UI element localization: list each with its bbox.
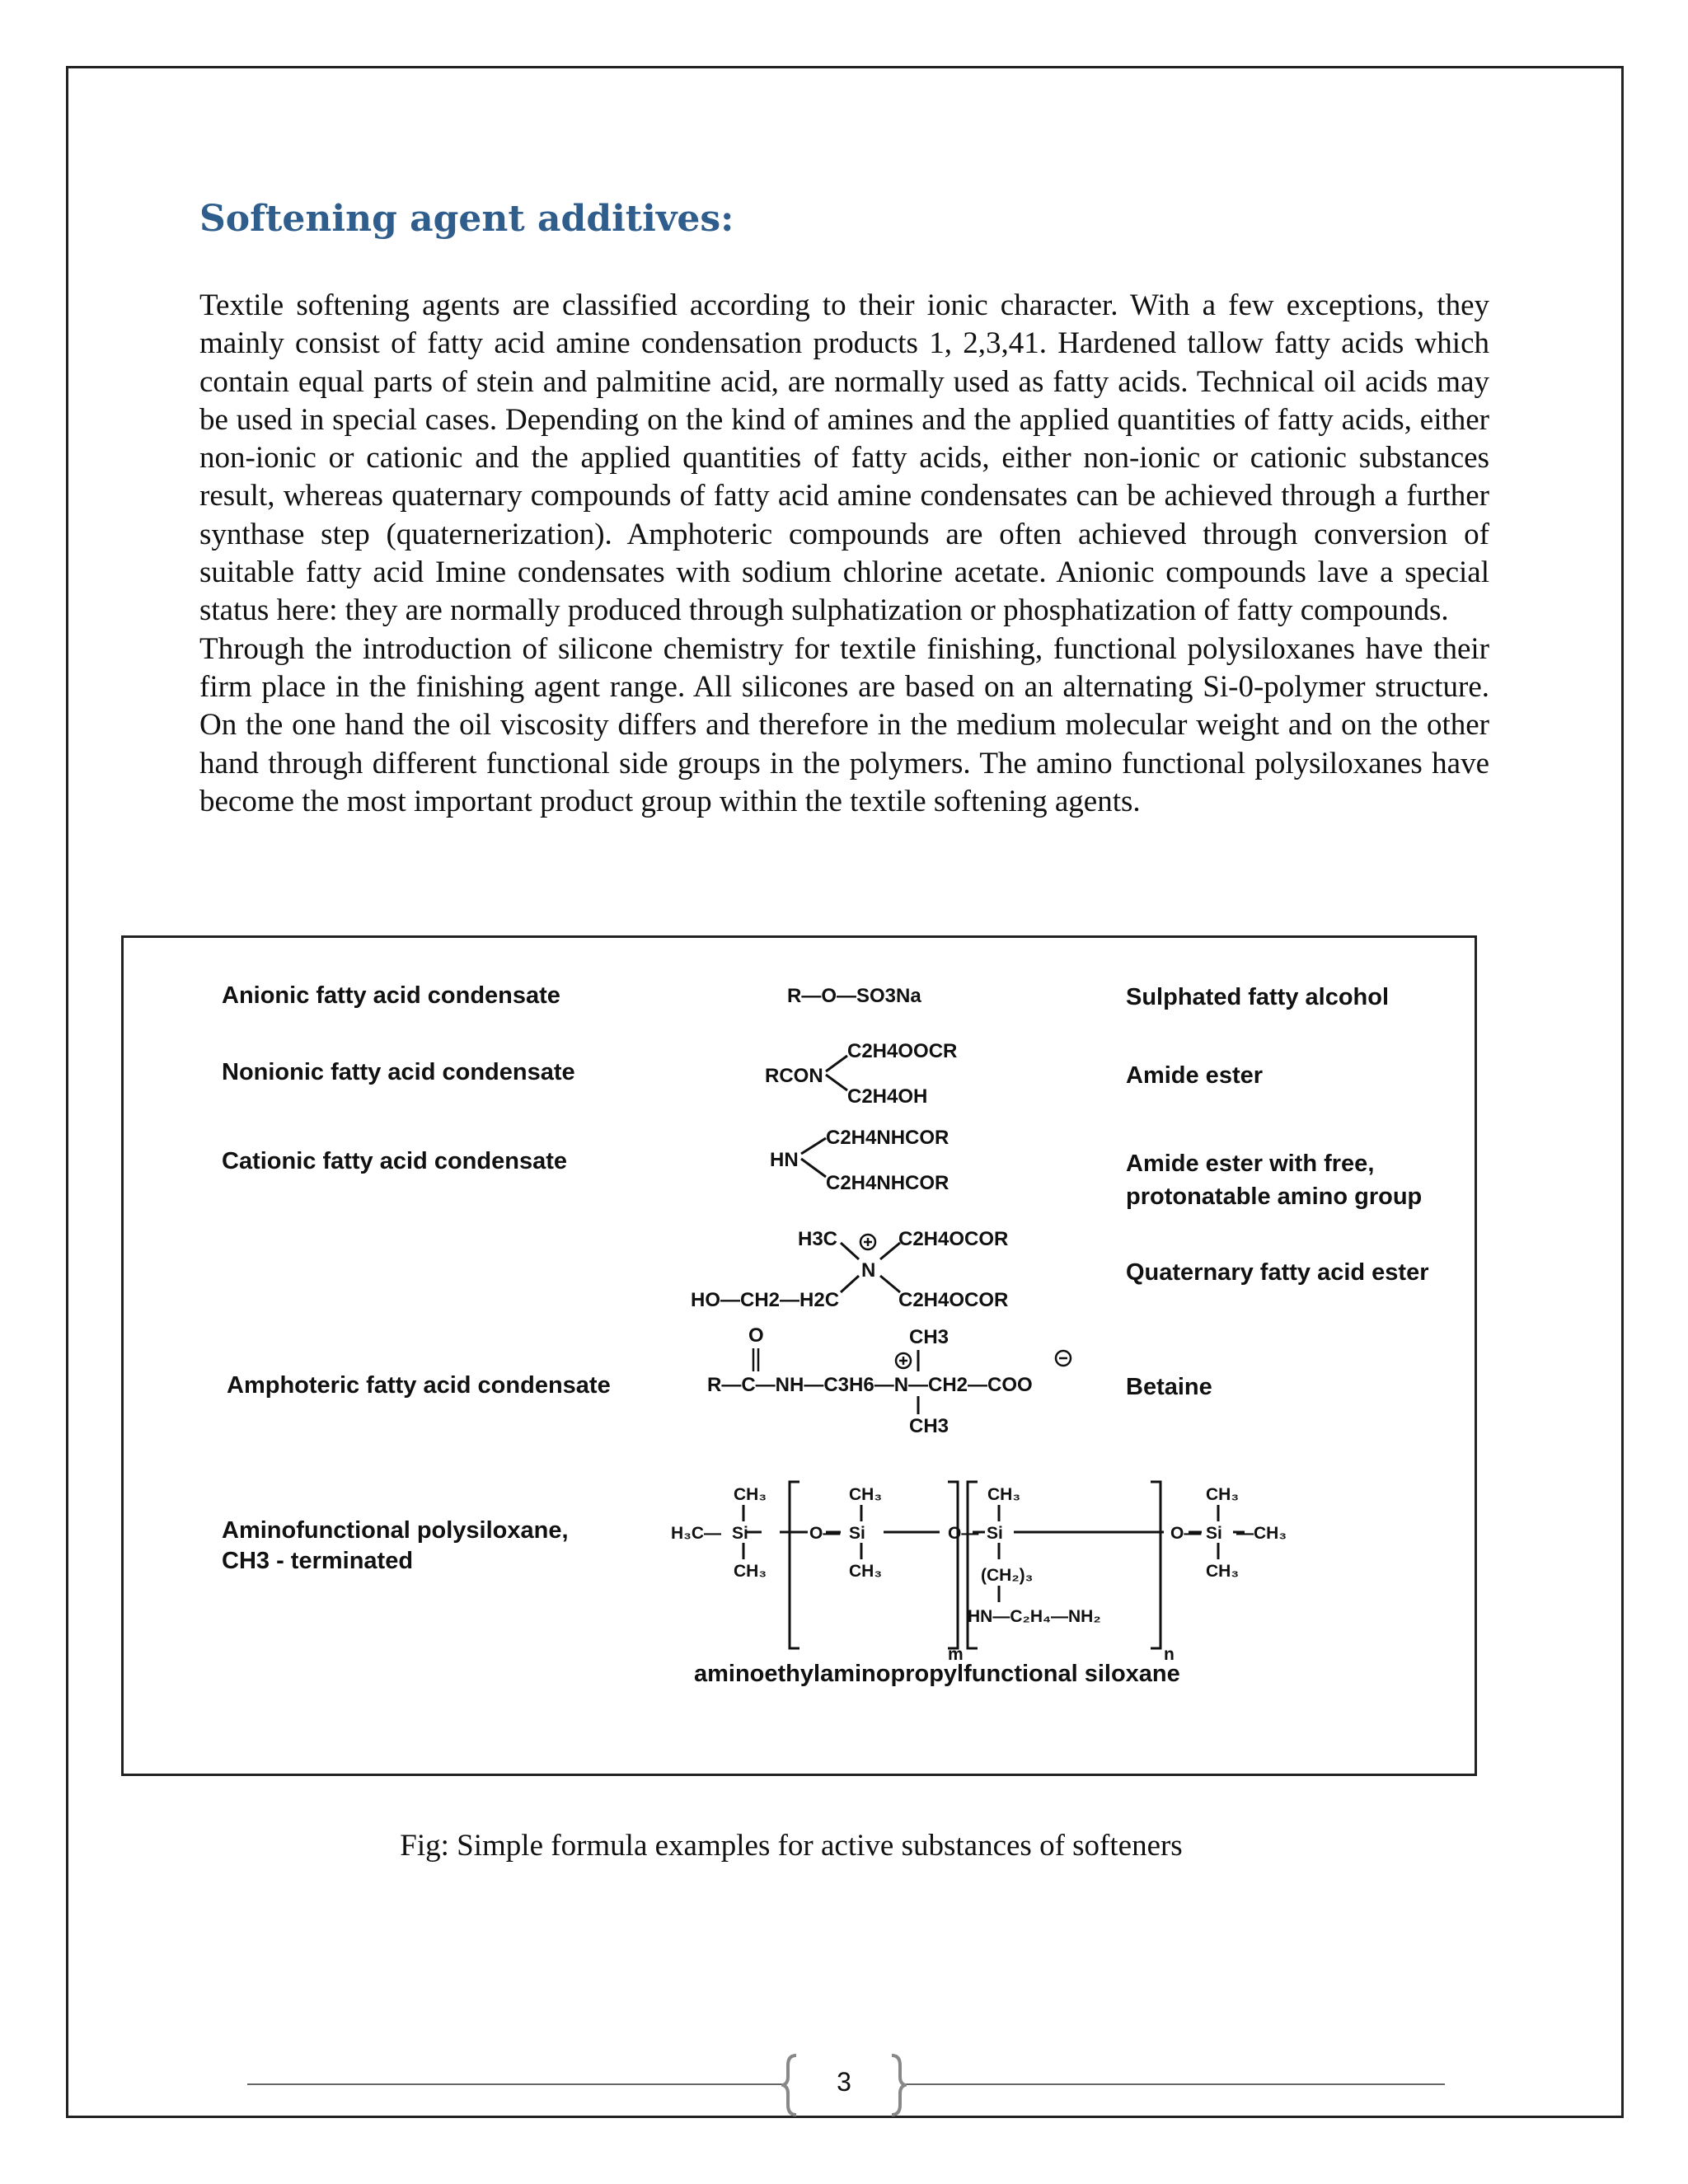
siloxane-labels xyxy=(671,1485,1287,1664)
formula-figure xyxy=(121,935,1477,1776)
svg-text:Si: Si xyxy=(1206,1524,1222,1543)
section-heading: Softening agent additives: xyxy=(199,198,734,240)
svg-text:m: m xyxy=(948,1645,964,1664)
paragraph-ionic-character: Textile softening agents are classified according to their ionic character. With a few exceptions, they mainly consist of fatty acid amine condensation products 1, 2,3,41. Hardened tallow fatty acids which contain equal parts of stein and palmitine acid, are normally used as fatty acids. Technical oil acids may be used in special cases. Depending on the kind of amines and the applied quantities of fatty acids, either non-ionic or cationic and the applied quantities of fatty acids, either non-ionic or cationic substances result, whereas quaternary compounds of fatty acid amine condensates can be achieved through a further synthase step (quaternerization). Amphoteric compounds are often achieved through conversion of suitable fatty acid Imine condensates with sodium chlorine acetate. Anionic compounds lave a special status here: they are normally produced through sulphatization or phosphatization of fatty compounds. xyxy=(199,288,1489,628)
formula-cationic-upper: C2H4NHCOR xyxy=(826,1127,950,1149)
page-number: 3 xyxy=(837,2067,851,2097)
formula-quat-top-right: C2H4OCOR xyxy=(898,1228,1009,1250)
paragraph-silicone-chemistry: Through the introduction of silicone chemistry for textile finishing, functional polysiloxanes have their firm place in the finishing agent range. All silicones are based on an alternating Si-0-polymer structure. On the one hand the oil viscosity differs and therefore in the medium molecular weight and on the other hand through different functional side groups in the polymers. The amino functional polysiloxanes have become the most important product group within the textile softening agents. xyxy=(199,631,1489,818)
formula-nonionic-upper: C2H4OOCR xyxy=(847,1040,958,1062)
label-amide-ester-free: Amide ester with free, xyxy=(1126,1151,1375,1177)
formula-nonionic xyxy=(765,1040,957,1108)
label-sulphated-fatty-alcohol: Sulphated fatty alcohol xyxy=(1126,984,1390,1010)
label-amphoteric: Amphoteric fatty acid condensate xyxy=(227,1372,611,1399)
label-ch3-terminated: CH3 - terminated xyxy=(222,1548,414,1574)
svg-text:(CH₂)₃: (CH₂)₃ xyxy=(981,1566,1034,1585)
svg-text:CH₃: CH₃ xyxy=(987,1485,1021,1504)
svg-text:Si: Si xyxy=(849,1524,865,1543)
label-protonatable-amino: protonatable amino group xyxy=(1126,1183,1423,1210)
svg-text:CH₃: CH₃ xyxy=(734,1485,767,1504)
svg-text:H₃C—: H₃C— xyxy=(671,1524,722,1543)
formula-betaine-o: O xyxy=(748,1324,764,1347)
formula-betaine xyxy=(707,1324,1071,1437)
svg-text:—CH₃: —CH₃ xyxy=(1236,1524,1287,1543)
svg-text:O—: O— xyxy=(948,1524,979,1543)
label-nonionic: Nonionic fatty acid condensate xyxy=(222,1059,575,1085)
svg-text:O—: O— xyxy=(809,1524,841,1543)
svg-text:CH₃: CH₃ xyxy=(1206,1562,1240,1581)
figure-caption: Fig: Simple formula examples for active substances of softeners xyxy=(400,1829,1183,1863)
formula-quaternary xyxy=(691,1228,1008,1311)
svg-text:Si: Si xyxy=(987,1524,1003,1543)
formula-betaine-main: R—C—NH—C3H6—N—CH2—COO xyxy=(707,1374,1033,1396)
formula-nonionic-lower: C2H4OH xyxy=(847,1085,928,1108)
formula-quat-center: N xyxy=(861,1259,876,1282)
formula-cationic xyxy=(770,1127,949,1194)
svg-text:CH₃: CH₃ xyxy=(849,1562,883,1581)
formula-anionic: R—O—SO3Na xyxy=(787,985,921,1007)
formula-quat-bottom-right: C2H4OCOR xyxy=(898,1289,1009,1311)
page-number-box xyxy=(781,2052,907,2118)
svg-text:CH₃: CH₃ xyxy=(1206,1485,1240,1504)
formula-quat-bottom-left: HO—CH2—H2C xyxy=(691,1289,840,1311)
label-quaternary-ester: Quaternary fatty acid ester xyxy=(1126,1259,1429,1286)
formula-nonionic-stem: RCON xyxy=(765,1065,823,1087)
formula-cationic-stem: HN xyxy=(770,1149,799,1171)
svg-text:Si: Si xyxy=(732,1524,748,1543)
footer-rule-left xyxy=(247,2083,783,2085)
label-cationic: Cationic fatty acid condensate xyxy=(222,1148,567,1174)
svg-text:HN—C₂H₄—NH₂: HN—C₂H₄—NH₂ xyxy=(968,1607,1101,1626)
label-amide-ester: Amide ester xyxy=(1126,1062,1264,1089)
svg-text:n: n xyxy=(1164,1645,1175,1664)
label-aminofunctional: Aminofunctional polysiloxane, xyxy=(222,1517,569,1544)
formula-betaine-ch3-bottom: CH3 xyxy=(909,1415,950,1437)
siloxane-caption: aminoethylaminopropylfunctional siloxane xyxy=(694,1661,1180,1687)
label-anionic: Anionic fatty acid condensate xyxy=(222,982,560,1009)
formula-cationic-lower: C2H4NHCOR xyxy=(826,1172,950,1194)
label-betaine: Betaine xyxy=(1126,1374,1212,1400)
formula-quat-top-left: H3C xyxy=(798,1228,838,1250)
formula-betaine-ch3-top: CH3 xyxy=(909,1326,950,1348)
body-text xyxy=(199,287,1489,821)
formula-diagram xyxy=(124,938,1479,1779)
footer-rule-right xyxy=(905,2083,1445,2085)
svg-text:O—: O— xyxy=(1170,1524,1202,1543)
svg-text:CH₃: CH₃ xyxy=(734,1562,767,1581)
svg-text:CH₃: CH₃ xyxy=(849,1485,883,1504)
